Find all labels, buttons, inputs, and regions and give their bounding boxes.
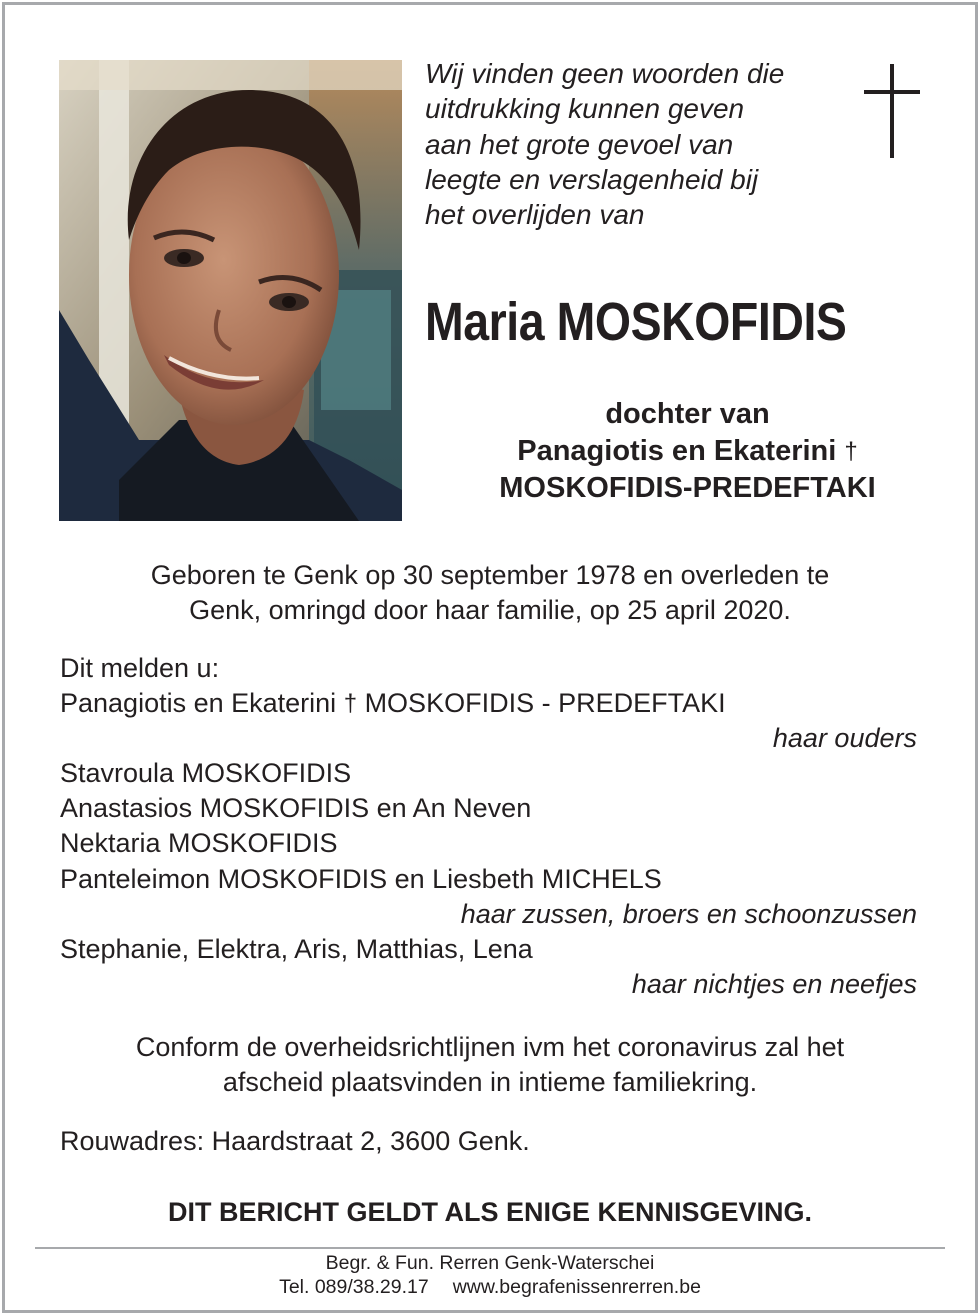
list-item: Panteleimon MOSKOFIDIS en Liesbeth MICHELS: [60, 863, 662, 894]
poem-line: aan het grote gevoel van: [425, 128, 734, 160]
sole-notice: DIT BERICHT GELDT ALS ENIGE KENNISGEVING.: [167, 1197, 813, 1227]
poem: [425, 56, 845, 232]
poem-line: het overlijden van: [425, 199, 645, 231]
relation-label: haar zussen, broers en schoonzussen: [460, 898, 917, 929]
birth-death-text: [40, 558, 940, 628]
list-item: [60, 686, 920, 721]
footer: [40, 1251, 940, 1299]
list-item: Nektaria MOSKOFIDIS: [60, 828, 338, 859]
poem-line: leegte en verslagenheid bij: [425, 163, 759, 195]
announcement-list: [60, 651, 920, 1002]
parents-prefix: Panagiotis en Ekaterini: [60, 688, 337, 719]
corona-line: afscheid plaatsvinden in intieme familiekring.: [222, 1067, 758, 1097]
mourning-address: Rouwadres: Haardstraat 2, 3600 Genk.: [60, 1126, 530, 1156]
relation-label: haar nichtjes en neefjes: [631, 968, 917, 999]
footer-contact: [40, 1275, 940, 1299]
portrait-photo: [59, 60, 402, 521]
divider: [35, 1247, 945, 1249]
list-item: Stephanie, Elektra, Aris, Matthias, Lena: [60, 933, 533, 964]
poem-line: Wij vinden geen woorden die: [425, 58, 785, 89]
cross-icon: [864, 64, 920, 158]
list-item: Anastasios MOSKOFIDIS en An Neven: [60, 793, 532, 824]
parents-surname: MOSKOFIDIS-PREDEFTAKI: [499, 472, 876, 504]
daughter-of-label: dochter van: [605, 398, 770, 430]
website-link[interactable]: www.begrafenissenrerren.be: [452, 1276, 701, 1298]
birth-line: Genk, omringd door haar familie, op 25 april 2020.: [189, 595, 791, 625]
parents-names: [400, 433, 975, 471]
birth-line: Geboren te Genk op 30 september 1978 en overleden te: [150, 560, 830, 590]
parents-first-names: Panagiotis en Ekaterini: [517, 434, 837, 467]
corona-line: Conform de overheidsrichtlijnen ivm het coronavirus zal het: [135, 1032, 845, 1062]
poem-line: uitdrukking kunnen geven: [425, 93, 745, 125]
deceased-name: Maria MOSKOFIDIS: [425, 292, 847, 352]
parents-suffix: MOSKOFIDIS - PREDEFTAKI: [364, 688, 726, 719]
corona-notice: [40, 1030, 940, 1100]
relation-label: haar ouders: [772, 723, 917, 754]
small-cross-icon: †: [844, 437, 858, 465]
phone-number: Tel. 089/38.29.17: [279, 1276, 429, 1298]
list-item: Stavroula MOSKOFIDIS: [60, 758, 352, 789]
parents-block: [400, 396, 975, 507]
funeral-home: Begr. & Fun. Rerren Genk-Waterschei: [325, 1252, 655, 1274]
small-cross-icon: †: [343, 690, 358, 718]
announce-intro: Dit melden u:: [60, 653, 220, 683]
